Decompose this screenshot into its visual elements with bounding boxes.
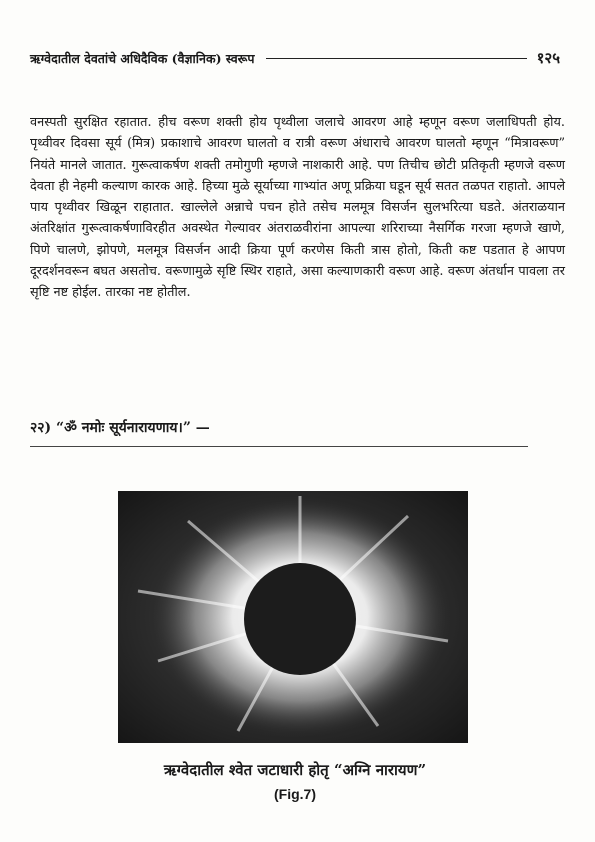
page-number: १२५: [536, 49, 560, 67]
figure-label: (Fig.7): [274, 786, 316, 802]
figure-caption: ऋग्वेदातील श्वेत जटाधारी होतृ “अग्नि नारायण”: [163, 761, 427, 779]
running-header-title: ऋग्वेदातील देवतांचे अधिदैविक (वैज्ञानिक) स्वरूप: [30, 50, 255, 66]
moon-disc: [244, 563, 356, 675]
header-rule: [266, 58, 526, 59]
page-header: [30, 44, 560, 72]
solar-eclipse-photo: [118, 491, 468, 743]
section-heading: २२) “ॐ नमोः सूर्यनारायणाय।” —: [30, 420, 210, 436]
body-paragraph: वनस्पती सुरक्षित रहातात. हीच वरूण शक्ती होय पृथ्वीला जलाचे आवरण आहे म्हणून वरूण जलाधिपती होय. पृथ्वीवर दिवसा सूर्य (मित्र) प्रकाशाचे आवरण घालतो व रात्री वरूण अंधाराचे आवरण घालतो म्हणून “मित्रावरूण” नियंते मानले जातात. गुरूत्वाकर्षण शक्ती तमोगुणी म्हणजे नाशकारी आहे. पण तिचीच छोटी प्रतिकृती म्हणजे वरूण देवता ही नेहमी कल्याण कारक आहे. हिच्या मुळे सूर्याच्या गाभ्यांत अणू प्रक्रिया घडून सूर्य सतत तळपत राहातो. आपले पाय पृथ्वीवर खिळून राहातात. खाल्लेले अन्नाचे पचन होते तसेच मलमूत्र विसर्जन सुलभरित्या घडते. अंतराळयान अंतरिक्षांत गुरूत्वाकर्षणाविरहीत अवस्थेत गेल्यावर अंतराळवीरांना आपल्या शरिराच्या नैसर्गिक गरजा म्हणजे खाणे, पिणे चालणे, झोपणे, मलमूत्र विसर्जन आदी क्रिया पूर्ण करणेस किती त्रास होतो, किती कष्ट पडतात हे आपण दूरदर्शनवरून बघत असतोच. वरूणामुळे सृष्टि स्थिर राहाते, असा कल्याणकारी वरूण आहे. वरूण अंतर्धान पावला तर सृष्टि नष्ट होईल. तारका नष्ट होतील.: [30, 115, 565, 301]
solar-corona-image: [118, 491, 468, 743]
section-rule: [30, 446, 528, 447]
